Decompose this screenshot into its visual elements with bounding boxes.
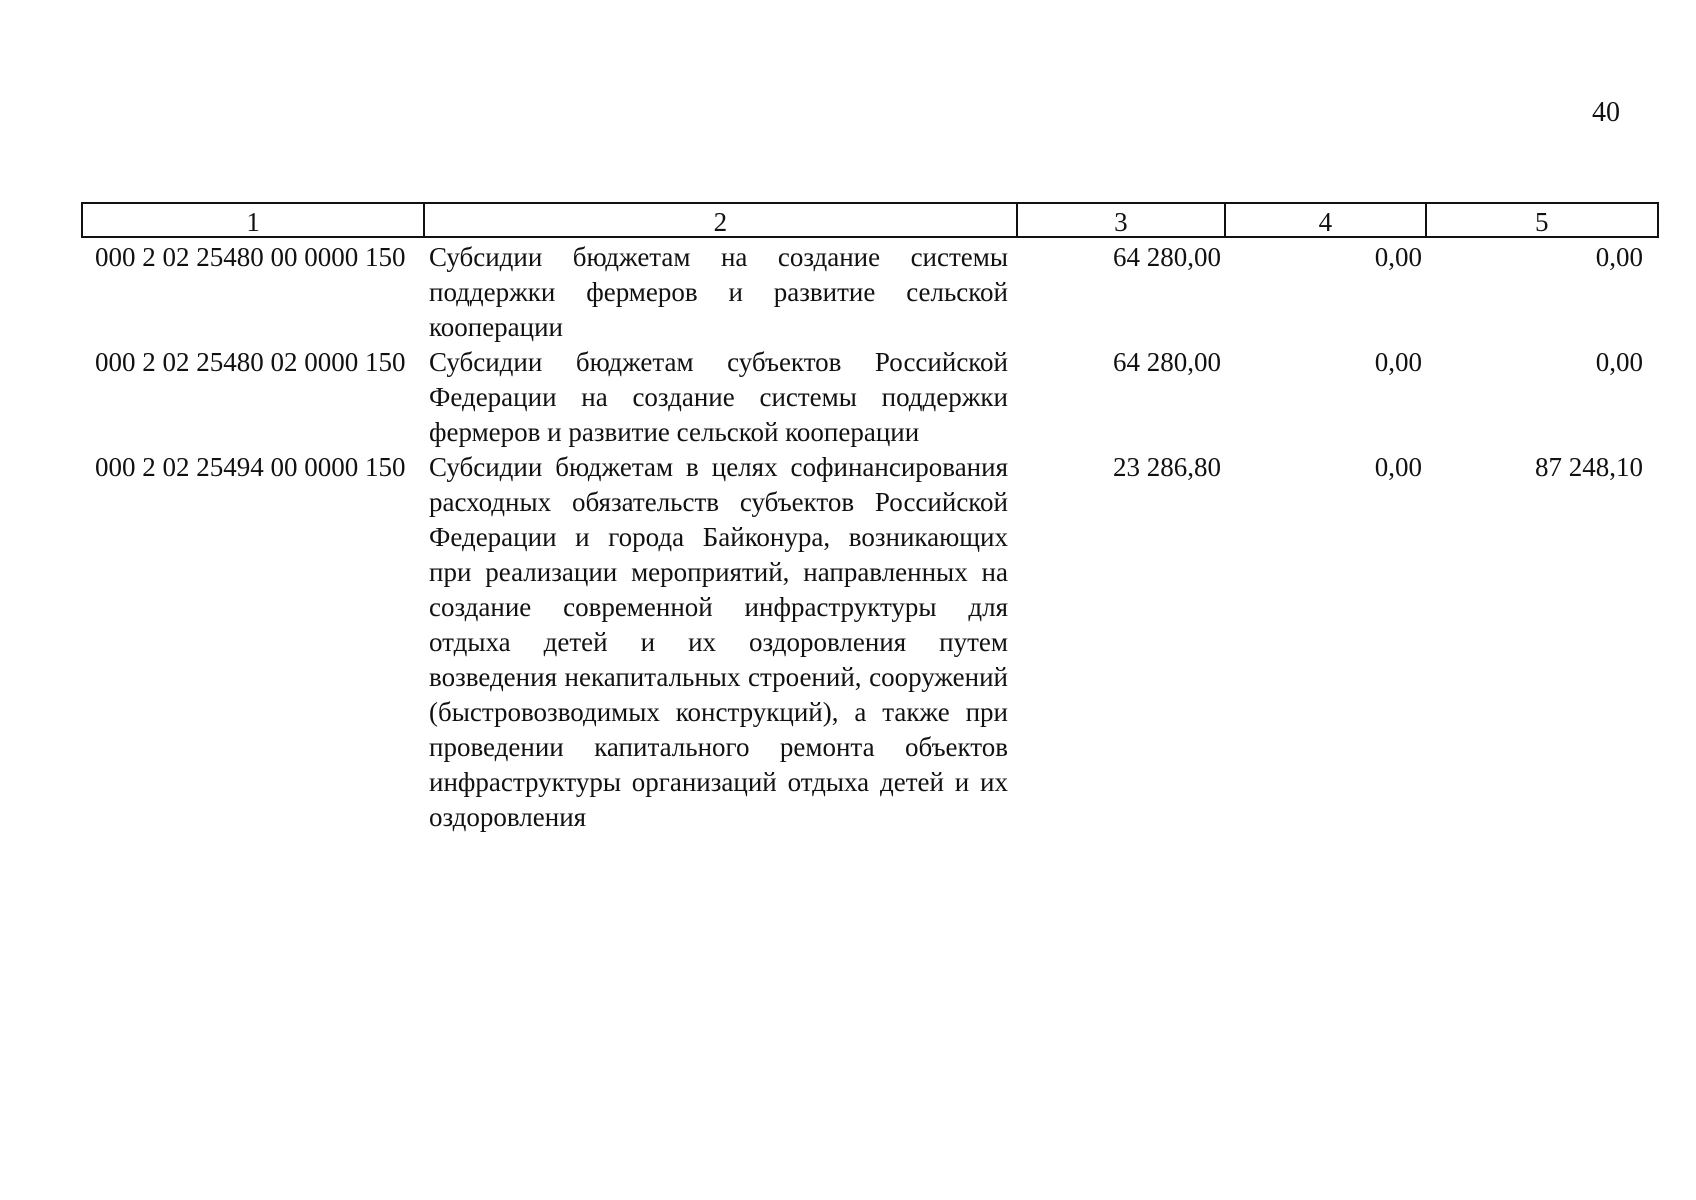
row-col3-value: 64 280,00 xyxy=(1113,347,1221,377)
row-col5-value: 0,00 xyxy=(1595,347,1643,377)
table-header xyxy=(81,202,1659,238)
row-description: Субсидии бюджетам на создание системы поддержки фермеров и развитие сельской кооперации xyxy=(429,242,1008,342)
table-row xyxy=(81,240,1659,345)
table-row xyxy=(81,450,1659,835)
row-col5-value: 87 248,10 xyxy=(1535,452,1643,482)
row-col5-value: 0,00 xyxy=(1595,242,1643,272)
header-col-2: 2 xyxy=(425,204,1017,236)
row-col3-value: 64 280,00 xyxy=(1113,242,1221,272)
header-col-3: 3 xyxy=(1018,204,1226,236)
table-row xyxy=(81,345,1659,450)
header-col-4: 4 xyxy=(1226,204,1427,236)
row-code: 000 2 02 25480 02 0000 150 xyxy=(95,347,406,377)
row-col3-value: 23 286,80 xyxy=(1113,452,1221,482)
header-col-1: 1 xyxy=(83,204,425,236)
header-col-5: 5 xyxy=(1535,207,1549,237)
row-code: 000 2 02 25480 00 0000 150 xyxy=(95,242,406,272)
table-body xyxy=(81,240,1659,835)
row-description: Субсидии бюджетам в целях софинансирования расходных обязательств субъектов Российской Федерации и города Байконура, возникающих при реализации мероприятий, направленных на создание современной инфраструктуры для отдыха детей и их оздоровления путем возведения некапитальных строений, сооружений (быстровозводимых конструкций), а также при проведении капитального ремонта объектов инфраструктуры организаций отдыха детей и их оздоровления xyxy=(429,452,1008,832)
row-col4-value: 0,00 xyxy=(1374,242,1422,272)
row-code: 000 2 02 25494 00 0000 150 xyxy=(95,452,406,482)
row-col4-value: 0,00 xyxy=(1374,452,1422,482)
page-number: 40 xyxy=(1592,97,1620,128)
row-description: Субсидии бюджетам субъектов Российской Федерации на создание системы поддержки фермеров и развитие сельской кооперации xyxy=(429,347,1008,447)
row-col4-value: 0,00 xyxy=(1374,347,1422,377)
